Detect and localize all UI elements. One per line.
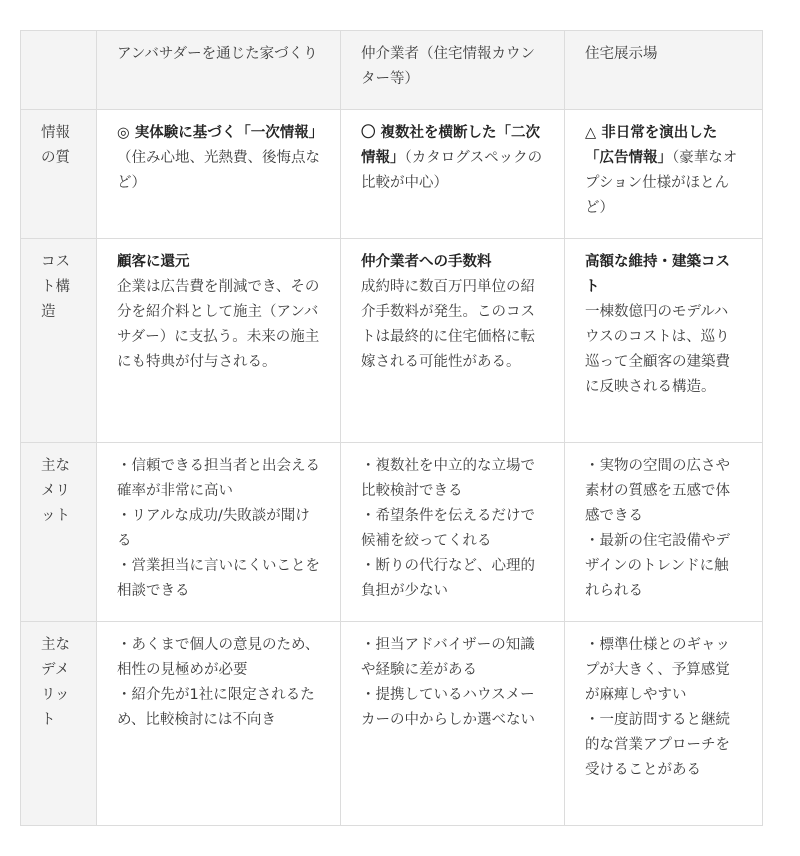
cell-lead: 仲介業者への手数料	[361, 254, 492, 270]
row-label: コスト構造	[21, 239, 97, 443]
table-cell	[565, 622, 763, 826]
cell-lead: 高額な維持・建築コスト	[585, 254, 730, 295]
table-cell	[565, 239, 763, 443]
cell-body: （カタログスペックの比較が中心）	[361, 150, 543, 191]
column-header-showroom: 住宅展示場	[565, 31, 763, 110]
list-item: ・一度訪問すると継続的な営業アプローチを受けることがある	[585, 712, 730, 778]
table-cell	[97, 443, 341, 622]
list-item: ・希望条件を伝えるだけで候補を絞ってくれる	[361, 508, 535, 549]
list-item: ・最新の住宅設備やデザインのトレンドに触れられる	[585, 533, 730, 599]
table-cell	[565, 110, 763, 239]
header-corner-cell	[21, 31, 97, 110]
list-item: ・複数社を中立的な立場で比較検討できる	[361, 458, 535, 499]
row-label: 主なデメリット	[21, 622, 97, 826]
table-cell	[341, 239, 565, 443]
list-item: ・断りの代行など、心理的負担が少ない	[361, 558, 535, 599]
table-cell	[97, 110, 341, 239]
row-label: 情報の質	[21, 110, 97, 239]
column-header-broker: 仲介業者（住宅情報カウンター等）	[341, 31, 565, 110]
list-item: ・紹介先が1社に限定されるため、比較検討には不向き	[117, 687, 315, 728]
list-item: ・リアルな成功/失敗談が聞ける	[117, 508, 310, 549]
cell-lead: 顧客に還元	[117, 254, 190, 270]
cell-lead: ◎ 実体験に基づく「一次情報」	[117, 125, 324, 141]
list-item: ・営業担当に言いにくいことを相談できる	[117, 558, 320, 599]
column-header-ambassador: アンバサダーを通じた家づくり	[97, 31, 341, 110]
row-label: 主なメリット	[21, 443, 97, 622]
cell-body: 成約時に数百万円単位の紹介手数料が発生。このコストは最終的に住宅価格に転嫁される可能性がある。	[361, 279, 535, 370]
list-item: ・標準仕様とのギャップが大きく、予算感覚が麻痺しやすい	[585, 637, 730, 703]
table-cell	[341, 443, 565, 622]
cell-body: （豪華なオプション仕様がほとんど）	[585, 150, 738, 216]
header-row	[21, 31, 763, 110]
list-item: ・実物の空間の広さや素材の質感を五感で体感できる	[585, 458, 730, 524]
list-item: ・あくまで個人の意見のため、相性の見極めが必要	[117, 637, 320, 678]
table-row-demerits	[21, 622, 763, 826]
list-item: ・信頼できる担当者と出会える確率が非常に高い	[117, 458, 320, 499]
cell-lead: 〇 複数社を横断した「二次情報」	[361, 125, 541, 166]
table-cell	[341, 110, 565, 239]
cell-body: 企業は広告費を削減でき、その分を紹介料として施主（アンバサダー）に支払う。未来の施主にも特典が付与される。	[117, 279, 320, 370]
comparison-table	[20, 30, 763, 826]
list-item: ・担当アドバイザーの知識や経験に差がある	[361, 637, 535, 678]
table-cell	[341, 622, 565, 826]
list-item: ・提携しているハウスメーカーの中からしか選べない	[361, 687, 535, 728]
table-row-merits	[21, 443, 763, 622]
table-cell	[565, 443, 763, 622]
cell-body: （住み心地、光熱費、後悔点など）	[117, 150, 320, 191]
cell-lead: △ 非日常を演出した「広告情報」	[585, 125, 718, 166]
table-row-information-quality	[21, 110, 763, 239]
table-cell	[97, 239, 341, 443]
table-cell	[97, 622, 341, 826]
cell-body: 一棟数億円のモデルハウスのコストは、巡り巡って全顧客の建築費に反映される構造。	[585, 304, 730, 395]
table-row-cost-structure	[21, 239, 763, 443]
